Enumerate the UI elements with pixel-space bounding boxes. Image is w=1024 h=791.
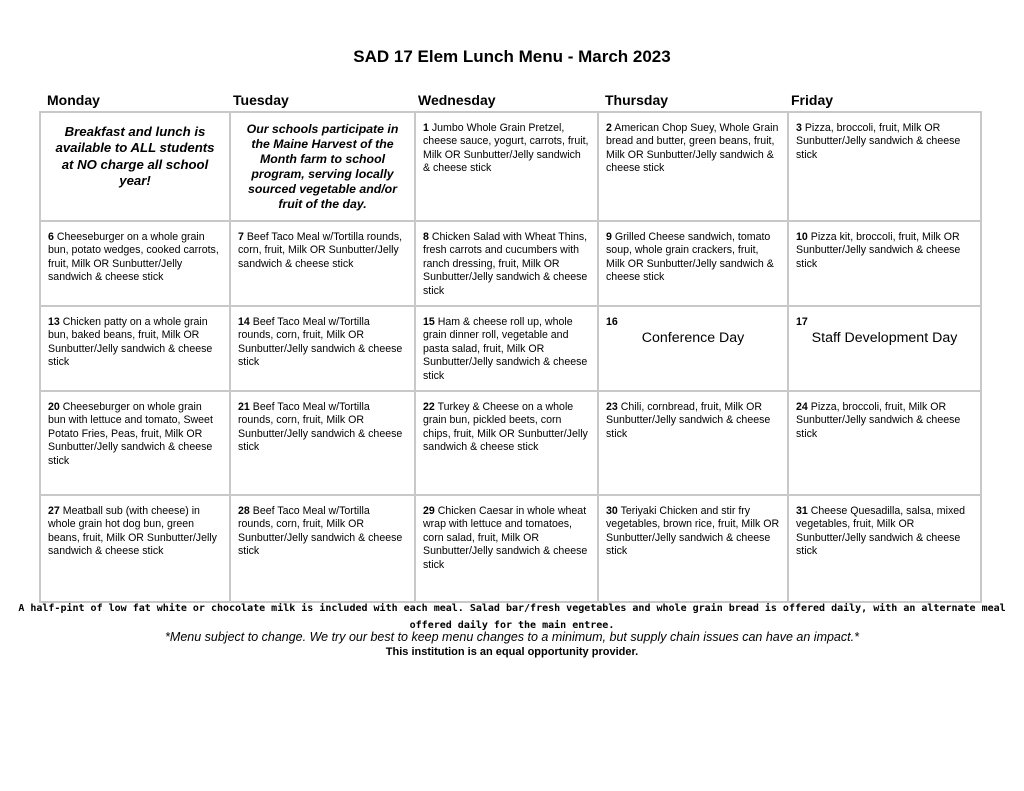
menu-item: Teriyaki Chicken and stir fry vegetables, brown rice, fruit, Milk OR Sunbutter/Jelly sandwich & cheese stick	[606, 505, 780, 558]
date-number: 16	[606, 316, 618, 328]
date-number: 23	[606, 401, 618, 413]
day-cell	[415, 495, 598, 602]
date-number: 31	[796, 505, 808, 517]
day-cell	[230, 391, 415, 495]
day-cell	[415, 391, 598, 495]
menu-item: Chicken patty on a whole grain bun, baked beans, fruit, Milk OR Sunbutter/Jelly sandwich & cheese stick	[48, 316, 213, 369]
menu-item: Beef Taco Meal w/Tortilla rounds, corn, fruit, Milk OR Sunbutter/Jelly sandwich & cheese stick	[238, 401, 403, 454]
date-number: 27	[48, 505, 60, 517]
date-number: 20	[48, 401, 60, 413]
menu-item: Pizza kit, broccoli, fruit, Milk OR Sunbutter/Jelly sandwich & cheese stick	[796, 231, 961, 270]
menu-item: Cheese Quesadilla, salsa, mixed vegetables, fruit, Milk OR Sunbutter/Jelly sandwich & cheese stick	[796, 505, 966, 558]
harvest-notice: Our schools participate in the Maine Harvest of the Month farm to school program, serving locally sourced vegetable and/or fruit of the day.	[246, 122, 399, 211]
day-cell	[40, 391, 230, 495]
date-number: 17	[796, 316, 808, 328]
menu-item: American Chop Suey, Whole Grain bread and butter, green beans, fruit, Milk OR Sunbutter/Jelly sandwich & cheese stick	[606, 122, 779, 175]
day-cell	[230, 495, 415, 602]
day-cell	[415, 306, 598, 391]
day-cell	[415, 221, 598, 306]
date-number: 29	[423, 505, 435, 517]
day-cell	[598, 112, 788, 221]
menu-item: Pizza, broccoli, fruit, Milk OR Sunbutter/Jelly sandwich & cheese stick	[796, 401, 961, 440]
week-row	[40, 391, 981, 495]
day-cell	[598, 221, 788, 306]
menu-item: Ham & cheese roll up, whole grain dinner roll, vegetable and pasta salad, fruit, Milk OR Sunbutter/Jelly sandwich & cheese stick	[423, 316, 588, 382]
week-row	[40, 495, 981, 602]
day-cell	[598, 306, 788, 391]
menu-item: Chili, cornbread, fruit, Milk OR Sunbutter/Jelly sandwich & cheese stick	[606, 401, 771, 440]
day-header-tuesday: Tuesday	[233, 92, 289, 108]
menu-item: Pizza, broccoli, fruit, Milk OR Sunbutter/Jelly sandwich & cheese stick	[796, 122, 961, 161]
date-number: 2	[606, 122, 612, 134]
week-row	[40, 221, 981, 306]
week-row	[40, 112, 981, 221]
date-number: 1	[423, 122, 429, 134]
day-header-wednesday: Wednesday	[418, 92, 496, 108]
staff-development-day-label: Staff Development Day	[811, 330, 958, 347]
menu-item: Turkey & Cheese on a whole grain bun, pickled beets, corn chips, fruit, Milk OR Sunbutter/Jelly sandwich & cheese stick	[423, 401, 588, 454]
date-number: 10	[796, 231, 808, 243]
day-cell	[788, 391, 981, 495]
day-cell	[40, 221, 230, 306]
milk-note: A half-pint of low fat white or chocolate milk is included with each meal. Salad bar/fresh vegetables and whole grain bread is offered daily, with an alternate meal offered daily for the main entree.	[18, 603, 1006, 631]
menu-item: Meatball sub (with cheese) in whole grain hot dog bun, green beans, fruit, Milk OR Sunbutter/Jelly sandwich & cheese stick	[48, 505, 217, 558]
day-cell	[230, 306, 415, 391]
date-number: 13	[48, 316, 60, 328]
date-number: 3	[796, 122, 802, 134]
menu-item: Cheeseburger on a whole grain bun, potato wedges, cooked carrots, fruit, Milk OR Sunbutter/Jelly sandwich & cheese stick	[48, 231, 219, 284]
date-number: 21	[238, 401, 250, 413]
date-number: 6	[48, 231, 54, 243]
conference-day-label: Conference Day	[641, 330, 745, 347]
day-cell	[230, 221, 415, 306]
day-header-friday: Friday	[791, 92, 834, 108]
menu-item: Beef Taco Meal w/Tortilla rounds, corn, fruit, Milk OR Sunbutter/Jelly sandwich & cheese stick	[238, 316, 403, 369]
notice-cell	[40, 112, 230, 221]
day-cell	[598, 391, 788, 495]
day-cell	[40, 495, 230, 602]
day-header-monday: Monday	[47, 92, 100, 108]
menu-item: Chicken Salad with Wheat Thins, fresh carrots and cucumbers with ranch dressing, fruit, Milk OR Sunbutter/Jelly sandwich & cheese stick	[423, 231, 588, 297]
day-cell	[788, 495, 981, 602]
date-number: 30	[606, 505, 618, 517]
menu-item: Jumbo Whole Grain Pretzel, cheese sauce, yogurt, carrots, fruit, Milk OR Sunbutter/Jelly sandwich & cheese stick	[423, 122, 589, 175]
day-cell	[598, 495, 788, 602]
date-number: 9	[606, 231, 612, 243]
day-header-thursday: Thursday	[605, 92, 669, 108]
menu-item: Grilled Cheese sandwich, tomato soup, whole grain crackers, fruit, Milk OR Sunbutter/Jelly sandwich & cheese stick	[606, 231, 774, 284]
day-cell	[788, 221, 981, 306]
date-number: 14	[238, 316, 250, 328]
page-title: SAD 17 Elem Lunch Menu - March 2023	[353, 47, 671, 66]
menu-item: Chicken Caesar in whole wheat wrap with lettuce and tomatoes, corn salad, fruit, Milk OR Sunbutter/Jelly sandwich & cheese stick	[423, 505, 588, 571]
menu-item: Cheeseburger on whole grain bun with lettuce and tomato, Sweet Potato Fries, Peas, fruit, Milk OR Sunbutter/Jelly sandwich & cheese stick	[48, 401, 213, 467]
date-number: 8	[423, 231, 429, 243]
date-number: 7	[238, 231, 244, 243]
day-cell	[40, 306, 230, 391]
date-number: 24	[796, 401, 808, 413]
date-number: 22	[423, 401, 435, 413]
date-number: 15	[423, 316, 435, 328]
menu-item: Beef Taco Meal w/Tortilla rounds, corn, fruit, Milk OR Sunbutter/Jelly sandwich & cheese stick	[238, 505, 403, 558]
menu-change-note: *Menu subject to change. We try our best to keep menu changes to a minimum, but supply chain issues can have an impact.*	[165, 630, 859, 644]
day-cell	[788, 112, 981, 221]
date-number: 28	[238, 505, 250, 517]
free-meals-notice: Breakfast and lunch is available to ALL students at NO charge all school year!	[55, 124, 215, 188]
notice-cell	[230, 112, 415, 221]
menu-item: Beef Taco Meal w/Tortilla rounds, corn, fruit, Milk OR Sunbutter/Jelly sandwich & cheese stick	[238, 231, 403, 270]
week-row	[40, 306, 981, 391]
menu-calendar	[39, 111, 982, 603]
equal-opportunity-statement: This institution is an equal opportunity provider.	[385, 646, 639, 658]
day-cell	[415, 112, 598, 221]
day-cell	[788, 306, 981, 391]
